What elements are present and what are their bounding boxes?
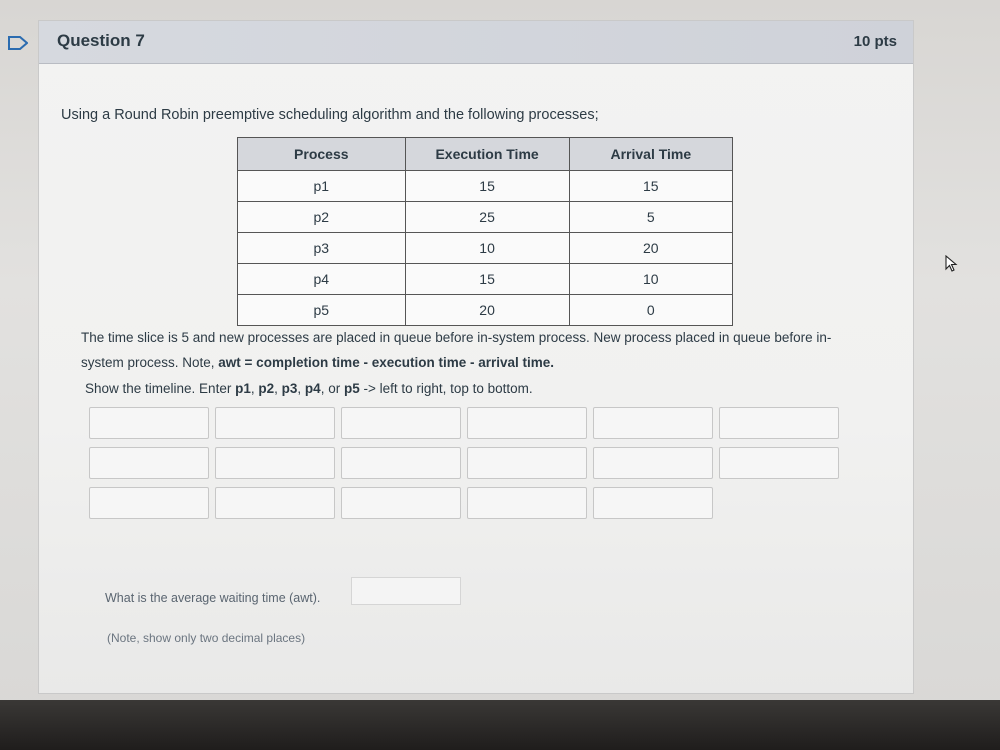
awt-note: (Note, show only two decimal places) bbox=[107, 631, 306, 645]
process-table bbox=[237, 137, 733, 326]
timeline-input[interactable] bbox=[719, 407, 839, 439]
back-arrow-icon[interactable] bbox=[8, 36, 28, 50]
column-header: Arrival Time bbox=[569, 138, 732, 171]
timeline-input[interactable] bbox=[341, 447, 461, 479]
table-cell: p1 bbox=[238, 171, 406, 202]
awt-input[interactable] bbox=[351, 577, 461, 605]
table-cell: 20 bbox=[569, 233, 732, 264]
timeline-input[interactable] bbox=[341, 407, 461, 439]
table-cell: 15 bbox=[405, 264, 569, 295]
question-header bbox=[39, 21, 913, 64]
table-cell: 15 bbox=[405, 171, 569, 202]
table-cell: 0 bbox=[569, 295, 732, 326]
question-description bbox=[81, 325, 871, 375]
timeline-input[interactable] bbox=[89, 487, 209, 519]
timeline-input[interactable] bbox=[467, 407, 587, 439]
process-label: p3 bbox=[281, 381, 298, 396]
column-header: Process bbox=[238, 138, 406, 171]
table-row bbox=[238, 233, 733, 264]
table-cell: p3 bbox=[238, 233, 406, 264]
question-card bbox=[38, 20, 914, 694]
instruction-text: -> left to right, top to bottom. bbox=[359, 381, 533, 396]
timeline-input[interactable] bbox=[593, 407, 713, 439]
timeline-input[interactable] bbox=[89, 447, 209, 479]
timeline-input[interactable] bbox=[467, 487, 587, 519]
timeline-input[interactable] bbox=[341, 487, 461, 519]
mouse-cursor-icon bbox=[945, 255, 959, 273]
timeline-input[interactable] bbox=[89, 407, 209, 439]
timeline-input[interactable] bbox=[215, 487, 335, 519]
process-label: p1 bbox=[235, 381, 251, 396]
description-text: The time slice is 5 and new processes are placed in queue before in-system process. New process placed in queue before in-system process. Note, bbox=[81, 330, 832, 370]
column-header: Execution Time bbox=[405, 138, 569, 171]
table-cell: 10 bbox=[569, 264, 732, 295]
process-label: p5 bbox=[343, 381, 360, 396]
process-label: p2 bbox=[258, 381, 275, 396]
monitor-bezel bbox=[0, 700, 1000, 750]
table-row bbox=[238, 264, 733, 295]
timeline-row bbox=[89, 487, 841, 519]
timeline-row bbox=[89, 447, 841, 479]
timeline-input[interactable] bbox=[215, 447, 335, 479]
table-cell: 20 bbox=[405, 295, 569, 326]
question-intro: Using a Round Robin preemptive scheduling algorithm and the following processes; bbox=[61, 107, 599, 123]
question-title: Question 7 bbox=[57, 31, 145, 50]
timeline-grid bbox=[89, 407, 841, 527]
table-cell: 5 bbox=[569, 202, 732, 233]
table-row bbox=[238, 202, 733, 233]
timeline-input[interactable] bbox=[467, 447, 587, 479]
process-label: p4 bbox=[304, 381, 321, 396]
timeline-input[interactable] bbox=[215, 407, 335, 439]
table-cell: 10 bbox=[405, 233, 569, 264]
awt-question: What is the average waiting time (awt). bbox=[105, 591, 321, 605]
table-cell: p2 bbox=[238, 202, 406, 233]
table-row bbox=[238, 295, 733, 326]
table-cell: p4 bbox=[238, 264, 406, 295]
table-cell: 25 bbox=[405, 202, 569, 233]
timeline-instructions: Show the timeline. Enter p1, p2, p3, p4, or p5 -> left to right, top to bottom. bbox=[85, 381, 533, 396]
question-points: 10 pts bbox=[853, 33, 897, 50]
timeline-input[interactable] bbox=[719, 447, 839, 479]
table-header-row bbox=[238, 138, 733, 171]
instruction-text: Show the timeline. Enter bbox=[85, 381, 236, 396]
awt-formula: awt = completion time - execution time - arrival time. bbox=[218, 355, 555, 370]
table-cell: p5 bbox=[238, 295, 406, 326]
timeline-input[interactable] bbox=[593, 487, 713, 519]
table-cell: 15 bbox=[569, 171, 732, 202]
timeline-row bbox=[89, 407, 841, 439]
timeline-input[interactable] bbox=[593, 447, 713, 479]
table-row bbox=[238, 171, 733, 202]
